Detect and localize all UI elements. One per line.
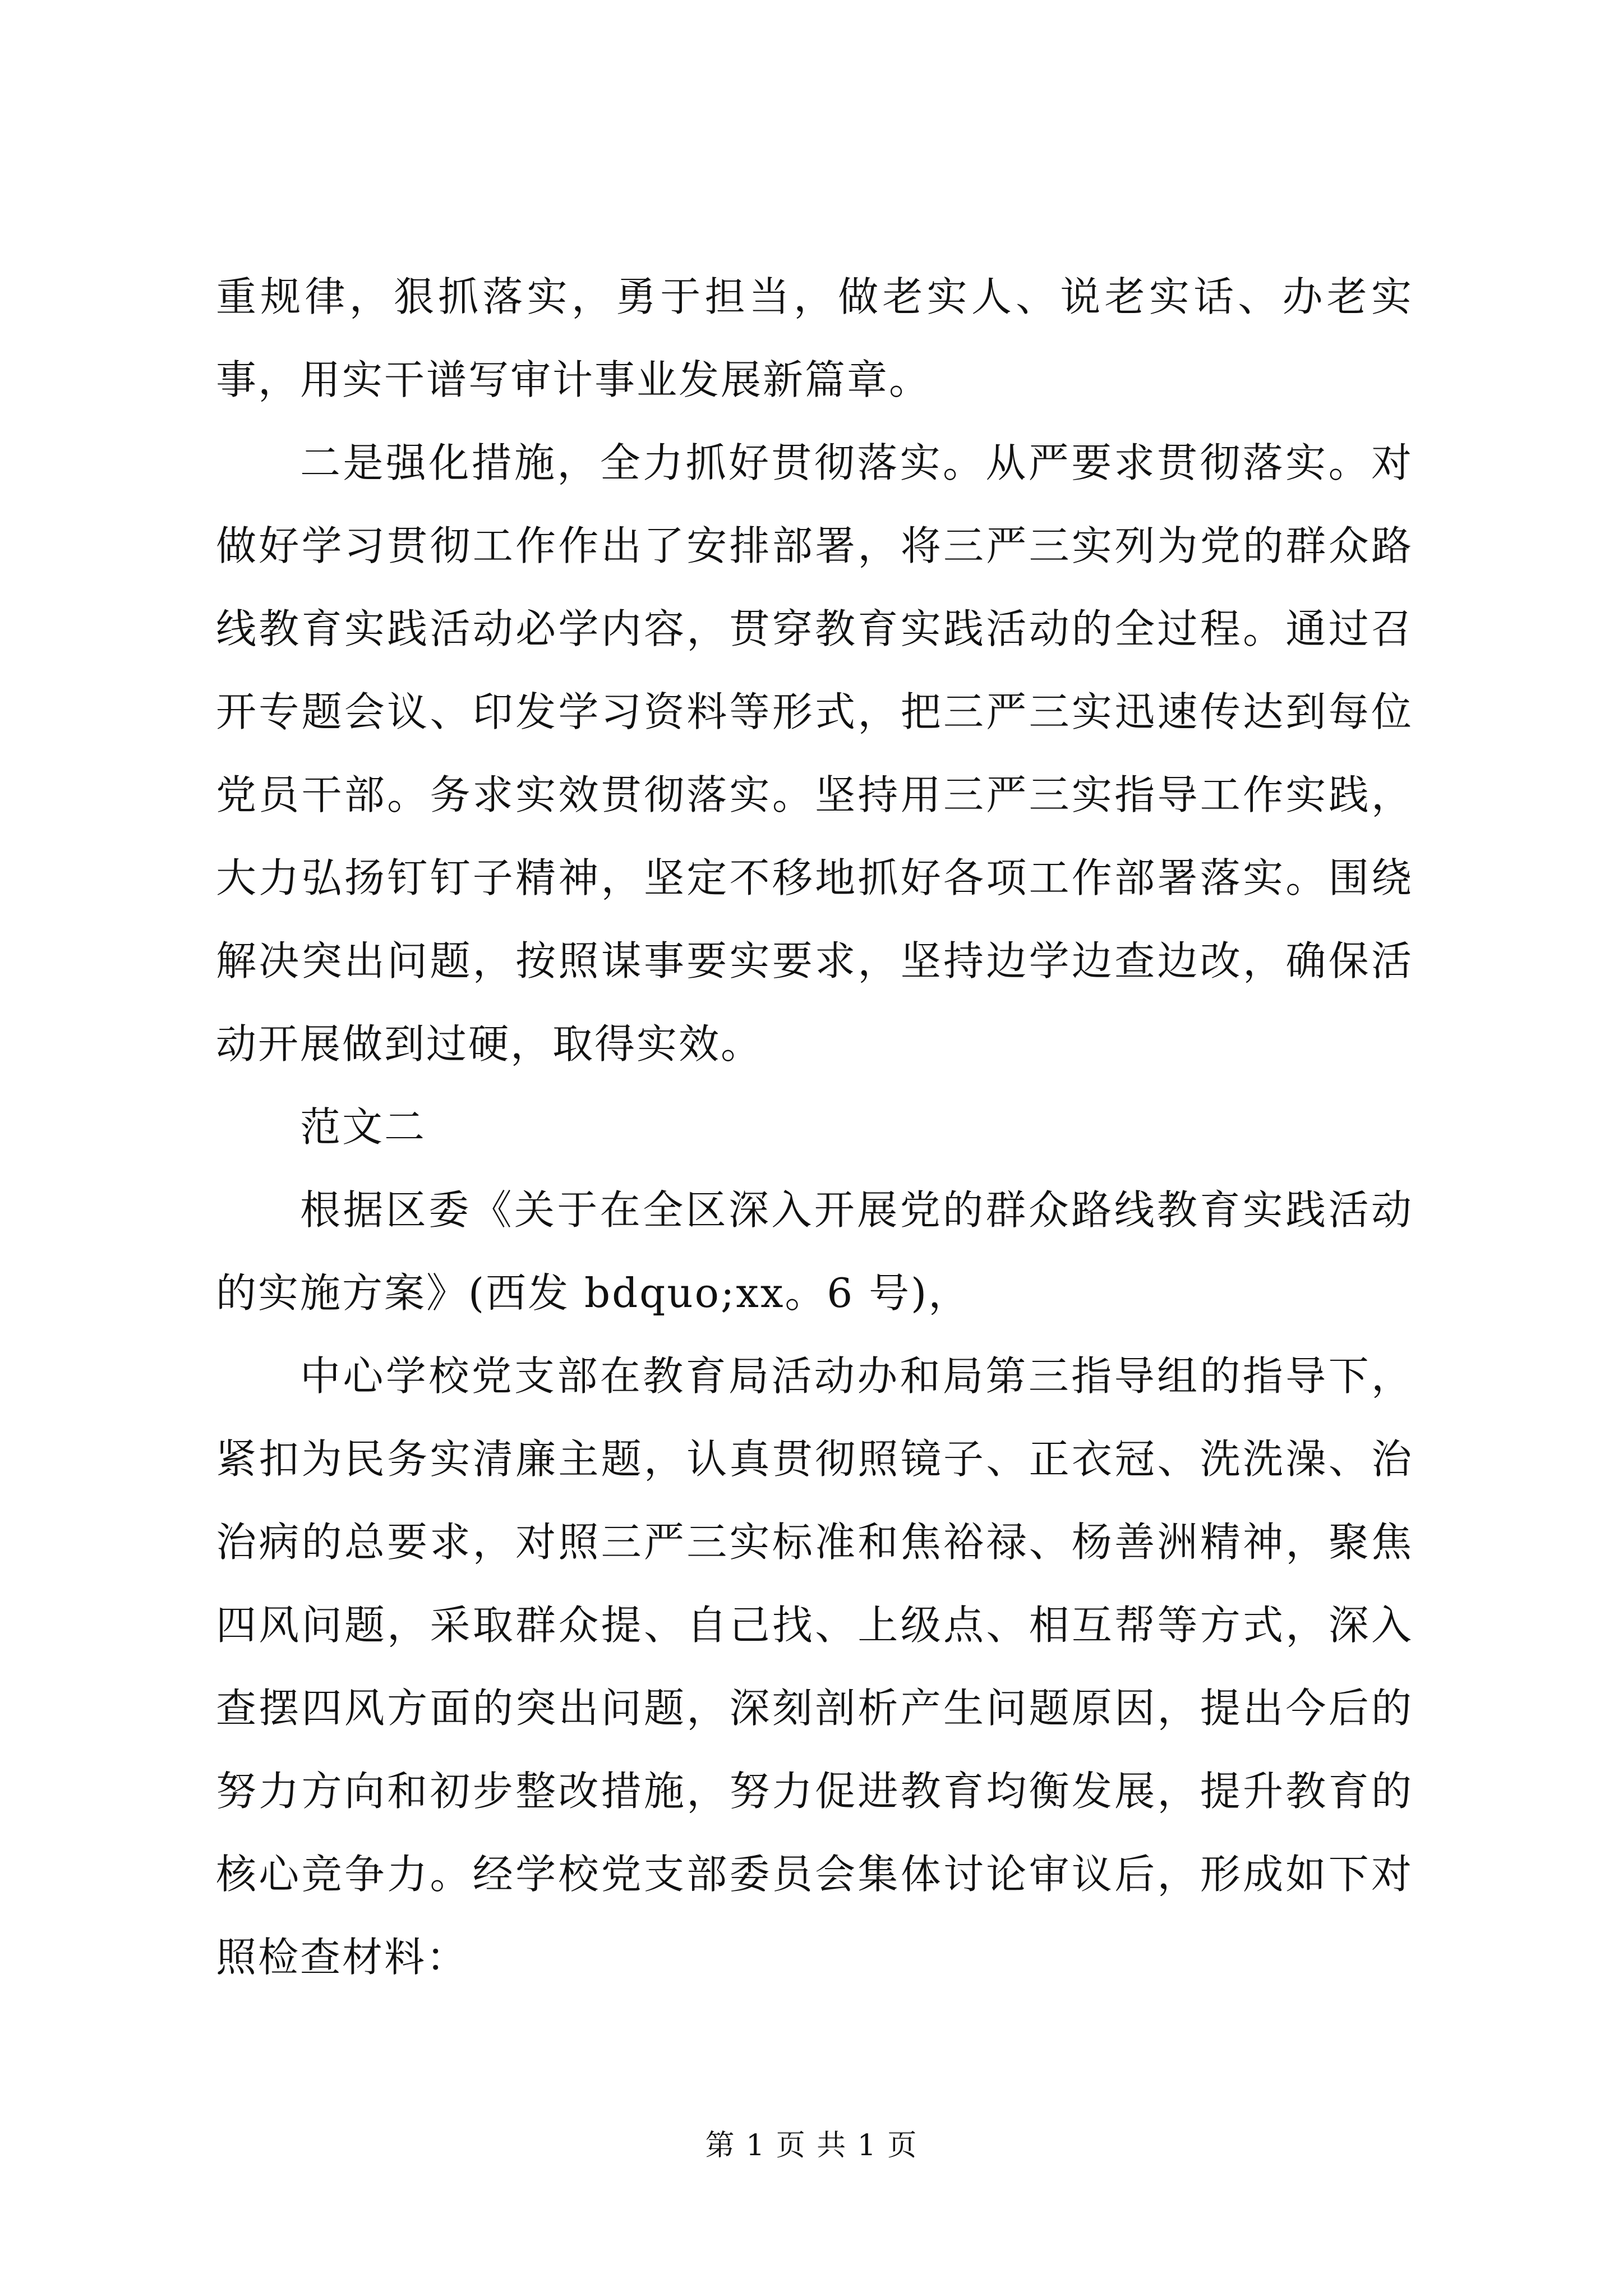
paragraph-3: 根据区委《关于在全区深入开展党的群众路线教育实践活动的实施方案》(西发 bdquo;xx。6 号)， — [216, 1186, 1413, 1317]
section-heading: 范文二 — [300, 1103, 427, 1151]
document-body — [216, 255, 1413, 1999]
paragraph-1: 重规律，狠抓落实，勇于担当，做老实人、说老实话、办老实事，用实干谱写审计事业发展新篇章。 — [216, 273, 1413, 403]
page-number-footer: 第 1 页 共 1 页 — [705, 2129, 918, 2162]
paragraph-2: 二是强化措施，全力抓好贯彻落实。从严要求贯彻落实。对做好学习贯彻工作作出了安排部署，将三严三实列为党的群众路线教育实践活动必学内容，贯穿教育实践活动的全过程。通过召开专题会议、印发学习资料等形式，把三严三实迅速传达到每位党员干部。务求实效贯彻落实。坚持用三严三实指导工作实践，大力弘扬钉钉子精神，坚定不移地抓好各项工作部署落实。围绕解决突出问题，按照谋事要实要求，坚持边学边查边改，确保活动开展做到过硬，取得实效。 — [216, 439, 1413, 1068]
paragraph-4: 中心学校党支部在教育局活动办和局第三指导组的指导下，紧扣为民务实清廉主题，认真贯彻照镜子、正衣冠、洗洗澡、治治病的总要求，对照三严三实标准和焦裕禄、杨善洲精神，聚焦四风问题，采取群众提、自己找、上级点、相互帮等方式，深入查摆四风方面的突出问题，深刻剖析产生问题原因，提出今后的努力方向和初步整改措施，努力促进教育均衡发展，提升教育的核心竞争力。经学校党支部委员会集体讨论审议后，形成如下对照检查材料： — [216, 1352, 1413, 1981]
